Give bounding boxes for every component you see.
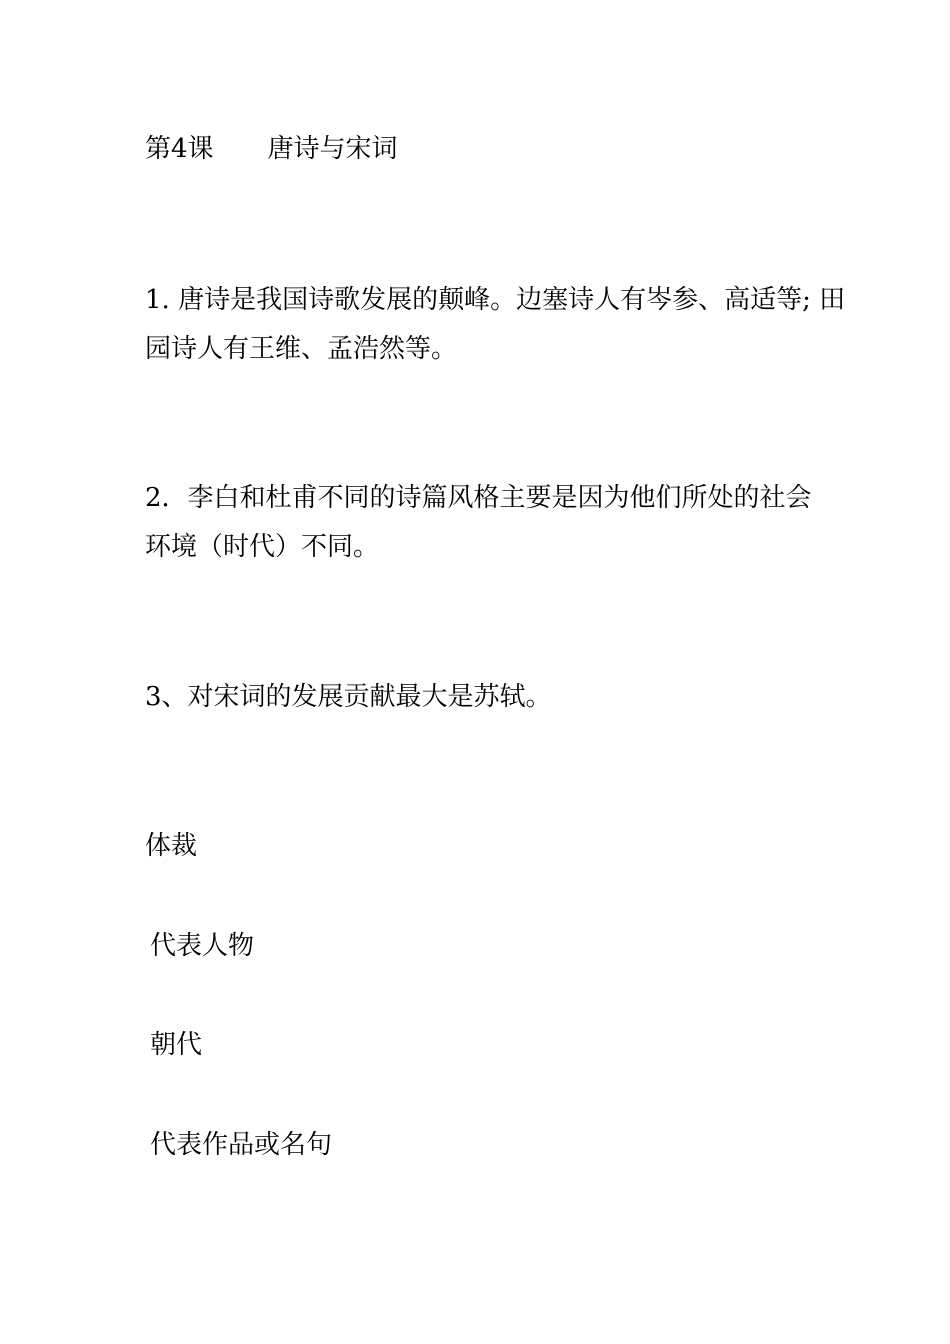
table-header-dynasty: 朝代 <box>150 1030 203 1060</box>
table-header-genre: 体裁 <box>145 831 198 861</box>
lesson-title <box>145 136 398 162</box>
lesson-number: 第4课 <box>145 134 214 164</box>
point-1-line-2: 园诗人有王维、孟浩然等。 <box>145 334 458 364</box>
lesson-name: 唐诗与宋词 <box>267 134 398 164</box>
point-2-line-1: 2．李白和杜甫不同的诗篇风格主要是因为他们所处的社会 <box>145 483 812 513</box>
table-header-representative: 代表人物 <box>150 931 255 961</box>
point-1-line-1: 1. 唐诗是我国诗歌发展的颠峰。边塞诗人有岑参、高适等; 田 <box>145 285 846 315</box>
point-3-line-1: 3、对宋词的发展贡献最大是苏轼。 <box>145 682 552 712</box>
point-2-line-2: 环境（时代）不同。 <box>145 532 380 562</box>
table-header-works: 代表作品或名句 <box>150 1130 333 1160</box>
